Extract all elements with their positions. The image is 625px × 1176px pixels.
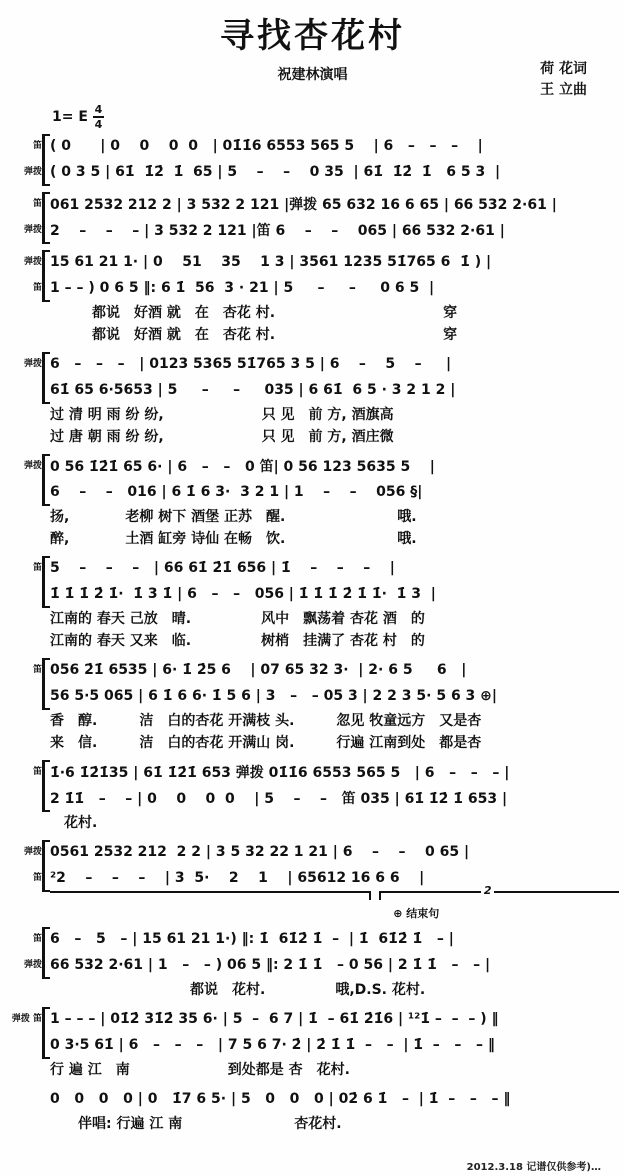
notation-text: 6 – 5 – | 15 61 21 1·) ‖: 1̇ 61̇2̇ 1̇ – | 1̇ 61̇2̇ 1̇ – | bbox=[50, 931, 454, 947]
key-time-signature bbox=[52, 105, 625, 129]
notation-text: 56 5·5 065 | 6 1̇ 6 6· 1̇ 5 6 | 3 – – 05 3 | 2 2 3 5· 5 6 3 ⊕| bbox=[50, 688, 498, 704]
notation-line bbox=[6, 351, 619, 377]
volta-bracket-2 bbox=[379, 884, 619, 900]
lyric-text: 扬, 老柳 树下 酒堡 正苏 醒. 哦. bbox=[50, 509, 417, 525]
notation-text: 1̇ 1̇ 1̇ 2̇ 1̇· 1̇ 3 1̇ | 6 – – 056 | 1̇ 1̇ 1̇ 2̇ 1̇ 1̇· 1̇ 3 | bbox=[50, 586, 436, 602]
lyric-line bbox=[6, 811, 619, 833]
instrument-label: 弹拨 bbox=[23, 960, 42, 970]
system-bracket bbox=[42, 192, 50, 244]
instrument-label: 笛 bbox=[32, 283, 42, 293]
system-7 bbox=[6, 657, 619, 753]
system-6 bbox=[6, 555, 619, 651]
notation-text: 6 – – 016 | 6 1̇ 6 3· 3 2 1 | 1 – – 056 §| bbox=[50, 484, 423, 500]
notation-text: 1 – – ) 0 6 5 ‖: 6 1̇ 56 3 · 21 | 5 – – 0 6 5 | bbox=[50, 280, 435, 296]
system-bracket bbox=[42, 658, 50, 710]
volta-brackets bbox=[6, 884, 619, 905]
system-bracket bbox=[42, 927, 50, 979]
notation-line bbox=[6, 865, 619, 891]
lyric-text: 醉, 土酒 缸旁 诗仙 在畅 饮. 哦. bbox=[50, 531, 417, 547]
lyric-text: 伴唱: 行遍 江 南 杏花村. bbox=[50, 1116, 342, 1132]
notation-text: 061 2532 212 2 | 3 532 2 121 |弹拨 65 632 16 6 65 | 66 532 2·61 | bbox=[50, 197, 557, 213]
lyric-text: 花村. bbox=[50, 815, 98, 831]
instrument-label: 弹拨 笛 bbox=[11, 1014, 42, 1024]
volta-number: 2 bbox=[481, 884, 495, 897]
notation-line bbox=[6, 1032, 619, 1058]
notation-line bbox=[6, 1086, 619, 1112]
notation-line bbox=[6, 479, 619, 505]
lyric-text: 香 醇. 洁 白的杏花 开满枝 头. 忽见 牧童远方 又是杏 bbox=[50, 713, 482, 729]
notation-line bbox=[6, 839, 619, 865]
notation-line bbox=[6, 159, 619, 185]
lyric-text: 过 清 明 雨 纷 纷, 只 见 前 方, 酒旗高 bbox=[50, 407, 394, 423]
notation-line bbox=[6, 133, 619, 159]
credits-row bbox=[0, 59, 625, 105]
lyric-text: 过 唐 朝 雨 纷 纷, 只 见 前 方, 酒庄微 bbox=[50, 429, 394, 445]
system-11 bbox=[6, 1006, 619, 1080]
system-bracket bbox=[42, 760, 50, 812]
system-bracket bbox=[42, 1007, 50, 1059]
notation-text: 1 – – – | 01̇2̇ 31̇2̇ 35 6· | 5 – 6 7 | 1̇ – 61̇ 2̇1̇6 | ¹²1̇ – – – ) ‖ bbox=[50, 1011, 499, 1027]
notation-text: 0 56 1̇2̇1̇ 65 6· | 6 – – 0 笛| 0 56 123 5635 5 | bbox=[50, 459, 435, 475]
notation-line bbox=[6, 952, 619, 978]
lyric-text: 江南的 春天 己放 晴. 风中 飘荡着 杏花 酒 的 bbox=[50, 611, 425, 627]
key-signature: 1= E bbox=[52, 109, 88, 125]
lyric-line bbox=[6, 1058, 619, 1080]
notation-text: 1̇·6 1̇2̇1̇35 | 61̇ 1̇2̇1̇ 653 弹拨 01̇1̇6 6553 565 5 | 6 – – – | bbox=[50, 765, 510, 781]
notation-text: 6 – – – | 0123 5365 51̇765 3 5 | 6 – 5 – | bbox=[50, 356, 452, 372]
lyric-line bbox=[6, 607, 619, 629]
lyric-line bbox=[6, 527, 619, 549]
notation-text: ( 0 3 5 | 61̇ 1̇2̇ 1̇ 65 | 5 – – 0 35 | 61̇ 1̇2̇ 1̇ 6 5 3 | bbox=[50, 164, 501, 180]
instrument-label: 笛 bbox=[32, 141, 42, 151]
notation-line bbox=[6, 785, 619, 811]
lyric-line bbox=[6, 505, 619, 527]
notation-line bbox=[6, 759, 619, 785]
instrument-label: 笛 bbox=[32, 934, 42, 944]
coda-row bbox=[6, 905, 619, 920]
coda-marker: ⊕ 结束句 bbox=[393, 906, 440, 920]
lyric-line bbox=[6, 403, 619, 425]
lyric-line bbox=[6, 731, 619, 753]
instrument-label: 弹拨 bbox=[23, 257, 42, 267]
score-body bbox=[0, 133, 625, 1134]
system-bracket bbox=[42, 454, 50, 506]
instrument-label: 笛 bbox=[32, 665, 42, 675]
lyricist-credit: 荷 花词 bbox=[540, 61, 587, 77]
notation-line bbox=[6, 217, 619, 243]
time-signature bbox=[93, 104, 104, 130]
notation-line bbox=[6, 926, 619, 952]
notation-line bbox=[6, 657, 619, 683]
lyric-text: 都说 花村. 哦,D.S. 花村. bbox=[50, 982, 426, 998]
notation-line bbox=[6, 683, 619, 709]
notation-text: 2 1̇1̇ – – | 0 0 0 0 | 5 – – 笛 035 | 61̇ 1̇2̇ 1̇ 653 | bbox=[50, 791, 508, 807]
system-5 bbox=[6, 453, 619, 549]
notation-text: 61̇ 65 6·5653 | 5 – – 035 | 6 61̇ 6 5 · 3 2 1 2 | bbox=[50, 382, 456, 398]
lyric-text: 江南的 春天 又来 临. 树梢 挂满了 杏花 村 的 bbox=[50, 633, 425, 649]
notation-line bbox=[6, 191, 619, 217]
notation-text: 2 – – – | 3 532 2 121 |笛 6 – – 065 | 66 532 2·61 | bbox=[50, 223, 505, 239]
lyric-text: 都说 好酒 就 在 杏花 村. 穿 bbox=[50, 327, 458, 343]
composer-credit: 王 立曲 bbox=[540, 82, 587, 98]
notation-text: ( 0 | 0 0 0 0 | 01̇1̇6 6553 565 5 | 6 – – – | bbox=[50, 138, 483, 154]
lyric-line bbox=[6, 1112, 619, 1134]
system-bracket bbox=[42, 250, 50, 302]
notation-text: 15 61 21 1· | 0 51 35 1 3 | 3561 1235 51̇765 6 1̇ ) | bbox=[50, 254, 492, 270]
system-12 bbox=[6, 1086, 619, 1134]
notation-line bbox=[6, 1006, 619, 1032]
notation-text: 0 3·5 61̇ | 6 – – – | 7 5 6 7· 2̇ | 2̇ 1̇ 1̇ – – | 1̇ – – – ‖ bbox=[50, 1037, 495, 1053]
lyric-line bbox=[6, 425, 619, 447]
instrument-label: 弹拨 bbox=[23, 461, 42, 471]
page-title: 寻找杏花村 bbox=[220, 16, 405, 56]
system-bracket bbox=[42, 556, 50, 608]
notation-line bbox=[6, 249, 619, 275]
performer-credit: 祝建林演唱 bbox=[277, 67, 348, 83]
notation-line bbox=[6, 453, 619, 479]
notation-line bbox=[6, 275, 619, 301]
meter-denominator: 4 bbox=[94, 118, 103, 131]
lyric-line bbox=[6, 323, 619, 345]
instrument-label: 笛 bbox=[32, 563, 42, 573]
meter-numerator: 4 bbox=[94, 103, 103, 116]
notation-text: 5 – – – | 66 61̇ 2̇1̇ 656 | 1̇ – – – | bbox=[50, 560, 395, 576]
notation-text: 0 0 0 0 | 0 1̇7 6 5· | 5 0 0 0 | 02̇ 6 1̇ – | 1̇ – – – ‖ bbox=[50, 1091, 511, 1107]
system-4 bbox=[6, 351, 619, 447]
system-2 bbox=[6, 191, 619, 243]
instrument-label: 弹拨 bbox=[23, 359, 42, 369]
lyric-line bbox=[6, 301, 619, 323]
system-bracket bbox=[42, 134, 50, 186]
lyric-line bbox=[6, 629, 619, 651]
system-bracket bbox=[42, 352, 50, 404]
instrument-label: 笛 bbox=[32, 199, 42, 209]
instrument-label: 笛 bbox=[32, 767, 42, 777]
notation-line bbox=[6, 555, 619, 581]
system-8 bbox=[6, 759, 619, 833]
notation-text: 0561 2532 212 2 2 | 3 5 32 22 1 21 | 6 – – 0 65 | bbox=[50, 844, 470, 860]
footnote: 2012.3.18 记谱仅供参考)… bbox=[466, 1162, 601, 1173]
instrument-label: 笛 bbox=[32, 873, 42, 883]
author-credits bbox=[540, 59, 587, 101]
instrument-label: 弹拨 bbox=[23, 167, 42, 177]
system-3 bbox=[6, 249, 619, 345]
notation-line bbox=[6, 581, 619, 607]
notation-text: 66 532 2·61 | 1 – – ) 06 5 ‖: 2 1̇ 1̇ – 0 56 | 2 1̇ 1̇ – – | bbox=[50, 957, 491, 973]
instrument-label: 弹拨 bbox=[23, 225, 42, 235]
lyric-text: 行 遍 江 南 到处都是 杏 花村. bbox=[50, 1062, 350, 1078]
lyric-line bbox=[6, 709, 619, 731]
lyric-text: 都说 好酒 就 在 杏花 村. 穿 bbox=[50, 305, 458, 321]
system-10 bbox=[6, 926, 619, 1000]
lyric-line bbox=[6, 978, 619, 1000]
system-1 bbox=[6, 133, 619, 185]
system-bracket bbox=[42, 840, 50, 892]
lyric-text: 来 信. 洁 白的杏花 开满山 岗. 行遍 江南到处 都是杏 bbox=[50, 735, 482, 751]
volta-bracket-1 bbox=[50, 891, 371, 900]
notation-line bbox=[6, 377, 619, 403]
notation-text: 056 2̇1̇ 6535 | 6· 1̇ 2̇5 6 | 07 65 32 3· | 2· 6 5 6 | bbox=[50, 662, 467, 678]
notation-text: ²2 – – – | 3 5· 2 1 | 65612 16 6 6 | bbox=[50, 870, 425, 886]
instrument-label: 弹拨 bbox=[23, 847, 42, 857]
system-9 bbox=[6, 839, 619, 920]
